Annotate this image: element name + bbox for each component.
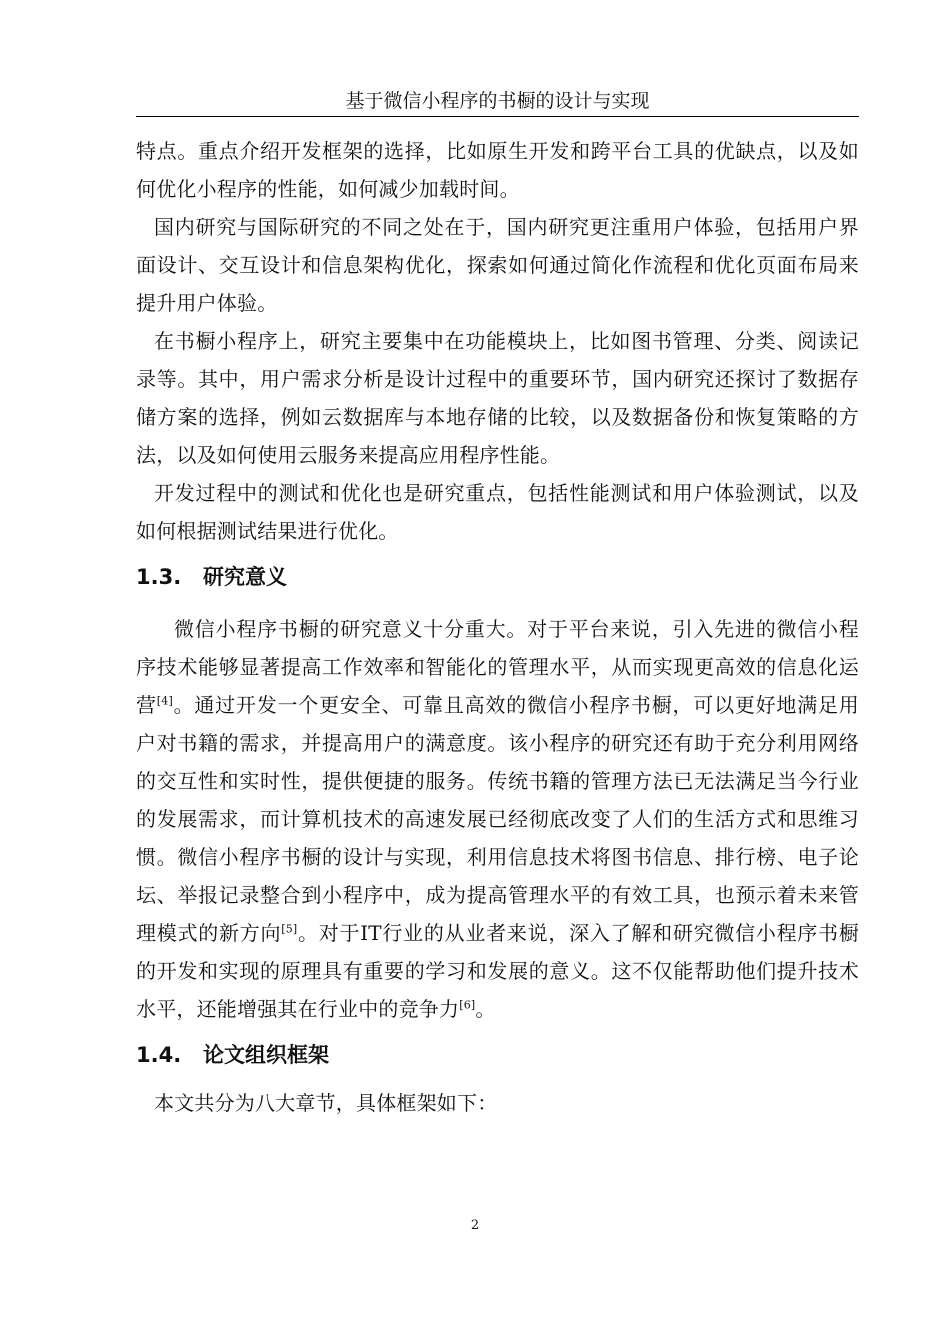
section-number: 1.3. [136, 565, 182, 589]
paragraph: 在书橱小程序上，研究主要集中在功能模块上，比如图书管理、分类、阅读记录等。其中，用户需求分析是设计过程中的重要环节，国内研究还探讨了数据存储方案的选择，例如云数据库与本地存储的比较，以及数据备份和恢复策略的方法，以及如何使用云服务来提高应用程序性能。 [136, 329, 859, 467]
page-number: 2 [470, 1218, 480, 1233]
running-header: 基于微信小程序的书橱的设计与实现 [136, 88, 859, 117]
section-heading-1-4 [136, 1040, 859, 1070]
section-number: 1.4. [136, 1043, 182, 1067]
section-title: 研究意义 [203, 565, 287, 589]
section-title: 论文组织框架 [203, 1043, 329, 1067]
paragraph: 本文共分为八大章节，具体框架如下： [154, 1091, 498, 1115]
paragraph: 特点。重点介绍开发框架的选择，比如原生开发和跨平台工具的优缺点，以及如何优化小程序的性能，如何减少加载时间。 [136, 139, 859, 201]
paragraph-text: 。对于IT行业的从业者来说，深入了解和研究微信小程序书橱的开发和实现的原理具有重要的学习和发展的意义。这不仅能帮助他们提升技术水平，还能增强其在行业中的竞争力 [136, 921, 860, 1021]
paragraph-research-significance [136, 610, 859, 1028]
paragraph-text: 。 [475, 997, 496, 1021]
paragraph-text: 微信小程序书橱的研究意义十分重大。对于平台来说，引入先进的微信小程序技术能够显著提高工作效率和智能化的管理水平，从而实现更高效的信息化运营 [136, 617, 859, 717]
citation-ref: [6] [459, 998, 476, 1012]
citation-ref: [4] [156, 694, 173, 708]
section-heading-1-3 [136, 562, 859, 592]
paragraph: 国内研究与国际研究的不同之处在于，国内研究更注重用户体验，包括用户界面设计、交互设计和信息架构优化，探索如何通过简化作流程和优化页面布局来提升用户体验。 [136, 215, 859, 315]
paragraph-text: 。通过开发一个更安全、可靠且高效的微信小程序书橱，可以更好地满足用户对书籍的需求，并提高用户的满意度。该小程序的研究还有助于充分利用网络的交互性和实时性，提供便捷的服务。传统书籍的管理方法已无法满足当今行业的发展需求，而计算机技术的高速发展已经彻底改变了人们的生活方式和思维习惯。微信小程序书橱的设计与实现，利用信息技术将图书信息、排行榜、电子论坛、举报记录整合到小程序中，成为提高管理水平的有效工具，也预示着未来管理模式的新方向 [136, 693, 859, 945]
page-body [136, 132, 859, 1122]
citation-ref: [5] [281, 922, 298, 936]
paragraph: 开发过程中的测试和优化也是研究重点，包括性能测试和用户体验测试，以及如何根据测试结果进行优化。 [136, 481, 859, 543]
